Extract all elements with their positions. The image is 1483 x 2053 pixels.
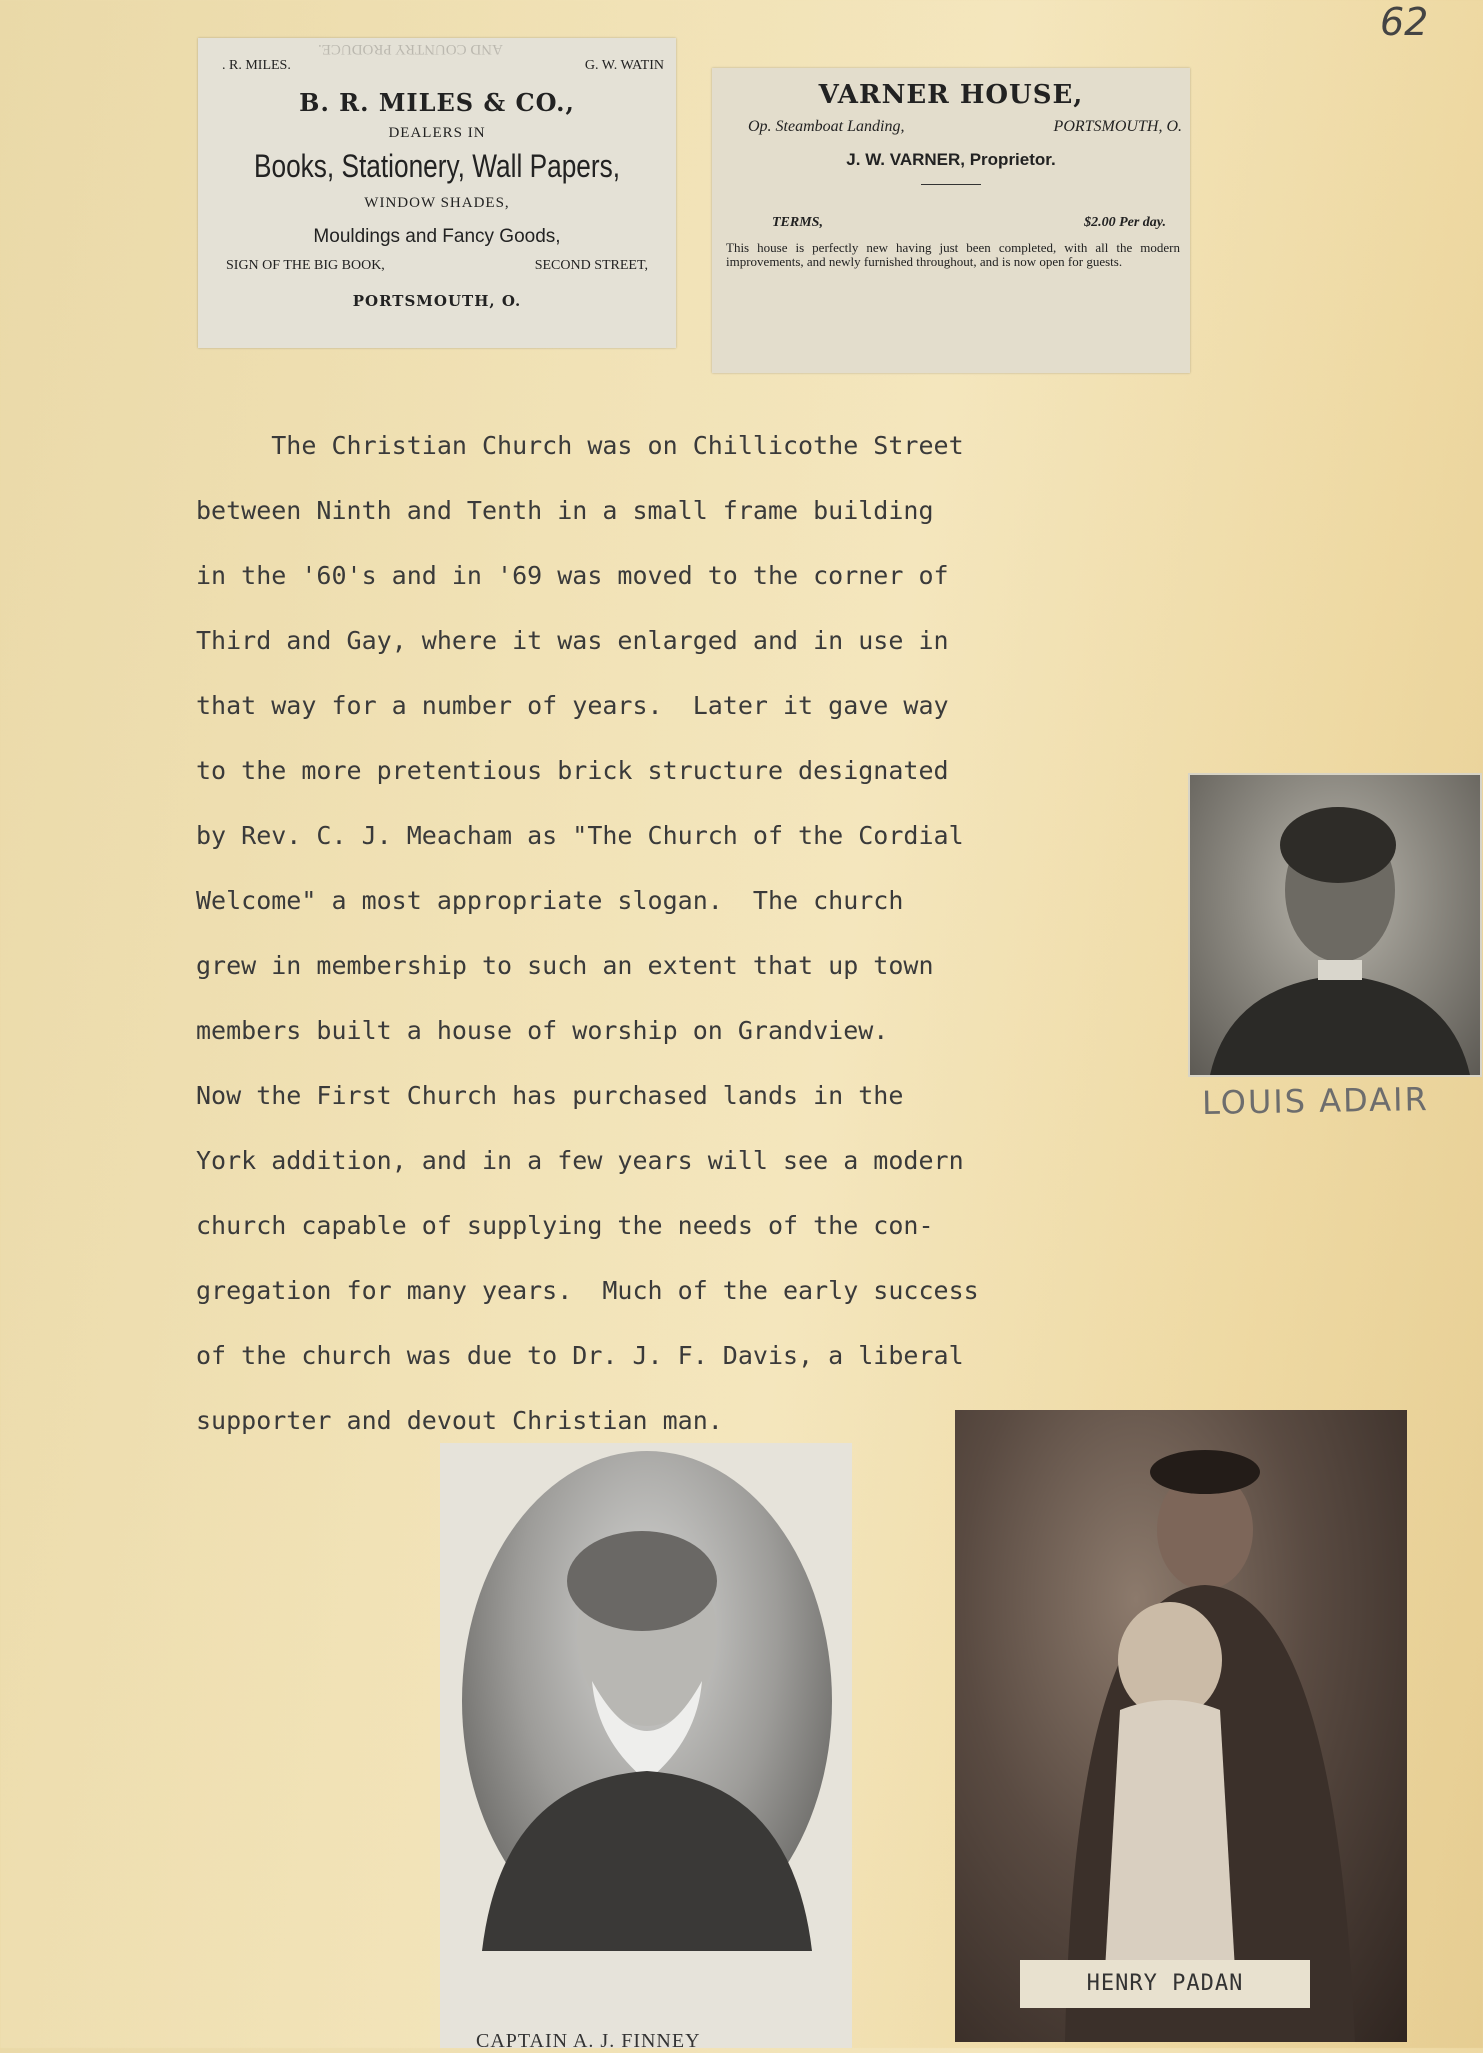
typed-line: gregation for many years. Much of the early success: [196, 1276, 979, 1305]
typed-line: by Rev. C. J. Meacham as "The Church of the Cordial: [196, 821, 964, 850]
sign-line-right: SECOND STREET,: [534, 258, 648, 273]
mouldings-line: Mouldings and Fancy Goods,: [313, 226, 561, 247]
terms-value: $2.00 Per day.: [1084, 215, 1166, 230]
firm-name: B. R. MILES & CO.,: [299, 88, 575, 117]
shades-line: WINDOW SHADES,: [364, 195, 510, 211]
typed-line: York addition, and in a few years will see a modern: [196, 1146, 964, 1175]
typed-line: of the church was due to Dr. J. F. Davis, a liberal: [196, 1341, 964, 1370]
dealers-line: DEALERS IN: [388, 125, 486, 141]
sign-line-left: SIGN OF THE BIG BOOK,: [226, 258, 385, 273]
typed-line: The Christian Church was on Chillicothe Street: [196, 431, 964, 460]
typed-line: in the '60's and in '69 was moved to the corner of: [196, 561, 949, 590]
portrait-silhouette-icon: [955, 1410, 1407, 2042]
typed-line: that way for a number of years. Later it gave way: [196, 691, 949, 720]
hotel-name: VARNER HOUSE,: [818, 80, 1084, 110]
miles-advertisement-clipping: [198, 38, 676, 348]
typed-line: grew in membership to such an extent that up town: [196, 951, 934, 980]
portrait-silhouette-icon: [462, 1451, 832, 1951]
typed-line: members built a house of worship on Grandview.: [196, 1016, 889, 1045]
page-number: 62: [1380, 0, 1429, 44]
typed-paragraph: [196, 413, 1196, 1453]
products-line: Books, Stationery, Wall Papers,: [253, 148, 621, 184]
louis-adair-photo: [1190, 775, 1480, 1075]
hotel-description: This house is perfectly new having just been completed, with all the modern improvements, and newly furnished throughout, and is now open for guests.: [726, 240, 1180, 269]
typed-line: Now the First Church has purchased lands in the: [196, 1081, 904, 1110]
portrait-silhouette-icon: [1190, 775, 1480, 1075]
typed-line: Welcome" a most appropriate slogan. The church: [196, 886, 904, 915]
typed-line: Third and Gay, where it was enlarged and in use in: [196, 626, 949, 655]
padan-caption: HENRY PADAN: [1020, 1960, 1310, 2008]
finney-portrait-card: [440, 1443, 852, 2048]
henry-padan-photo: [955, 1410, 1407, 2042]
bleed-through-text: AND COUNTRY PRODUCE.: [318, 41, 503, 57]
varner-house-clipping: [712, 68, 1190, 373]
terms-label: TERMS,: [772, 215, 823, 230]
finney-oval-photo: [462, 1451, 832, 1951]
city-line: PORTSMOUTH, O.: [352, 292, 522, 310]
finney-caption: CAPTAIN A. J. FINNEY: [476, 2030, 701, 2052]
typed-line: church capable of supplying the needs of the con-: [196, 1211, 934, 1240]
typed-line: supporter and devout Christian man.: [196, 1406, 723, 1435]
hotel-proprietor: J. W. VARNER, Proprietor.: [846, 150, 1056, 169]
ad-name-left: . R. MILES.: [222, 58, 291, 73]
hotel-location-left: Op. Steamboat Landing,: [748, 118, 905, 135]
typed-line: to the more pretentious brick structure designated: [196, 756, 949, 785]
typed-line: between Ninth and Tenth in a small frame building: [196, 496, 934, 525]
ad-name-right: G. W. WATIN: [584, 58, 664, 73]
adair-caption: LOUIS ADAIR: [1201, 1080, 1430, 1122]
hotel-location-right: PORTSMOUTH, O.: [1053, 118, 1182, 135]
